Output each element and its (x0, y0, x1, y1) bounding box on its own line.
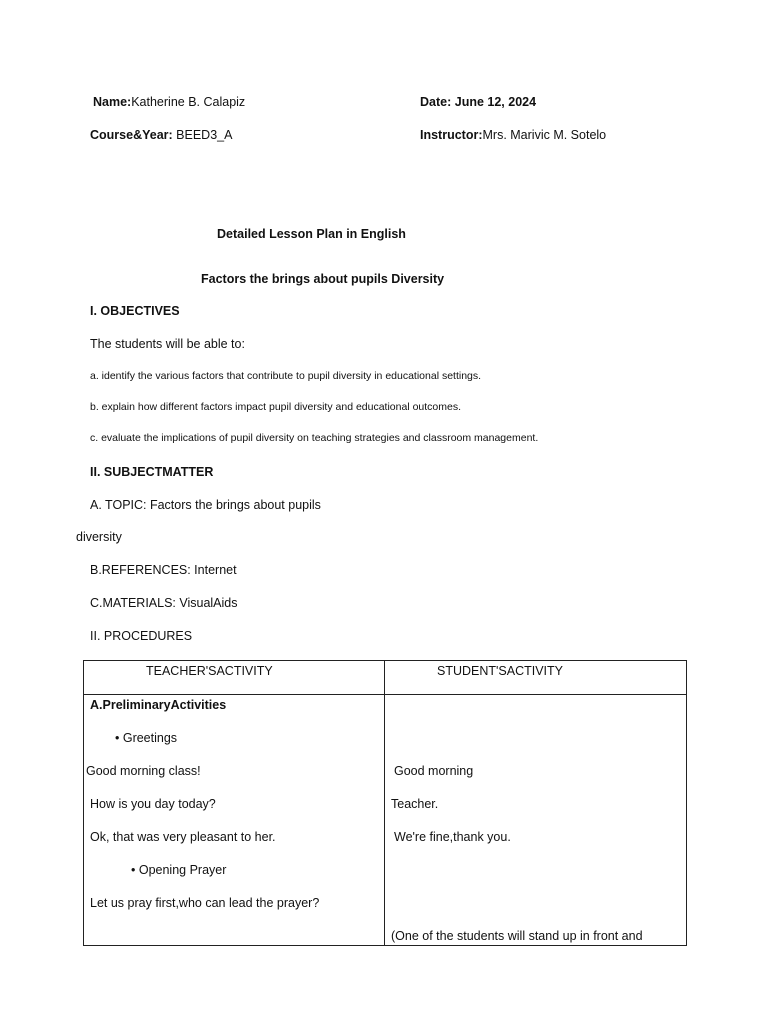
teacher-line-3: Ok, that was very pleasant to her. (90, 830, 276, 844)
opening-prayer-item: • Opening Prayer (131, 863, 227, 877)
objective-item-b: b. explain how different factors impact pupil diversity and educational outcomes. (90, 401, 462, 413)
objectives-intro: The students will be able to: (90, 337, 245, 351)
objective-item-a: a. identify the various factors that contribute to pupil diversity in educational settings. (90, 370, 482, 382)
name-value: Katherine B. Calapiz (131, 95, 246, 109)
table-row (84, 695, 687, 946)
topic-line-1: A. TOPIC: Factors the brings about pupils (90, 498, 321, 512)
name-label: Name: (93, 95, 132, 109)
subject-matter-heading: II. SUBJECTMATTER (90, 465, 214, 479)
procedures-heading: II. PROCEDURES (90, 629, 193, 643)
topic-line-2: diversity (76, 530, 122, 544)
greetings-item: • Greetings (115, 731, 178, 745)
teacher-line-2: How is you day today? (90, 797, 216, 811)
procedures-table (83, 660, 687, 946)
date-line (420, 94, 536, 110)
course-value: BEED3_A (176, 128, 233, 142)
teacher-activity-header-label: TEACHER'SACTIVITY (146, 664, 273, 678)
student-line-2: Teacher. (391, 797, 439, 811)
instructor-label: Instructor: (420, 128, 483, 142)
teacher-activity-header (84, 661, 385, 695)
course-label: Course&Year: (90, 128, 173, 142)
student-line-4: (One of the students will stand up in front and (391, 929, 643, 943)
student-line-3: We're fine,thank you. (394, 830, 511, 844)
table-header-row (84, 661, 687, 695)
teacher-line-4: Let us pray first,who can lead the prayer? (90, 896, 320, 910)
references-line: B.REFERENCES: Internet (90, 563, 237, 577)
student-activity-header-label: STUDENT'SACTIVITY (437, 664, 564, 678)
objectives-heading: I. OBJECTIVES (90, 304, 180, 318)
objective-item-c: c. evaluate the implications of pupil diversity on teaching strategies and classroom management. (90, 432, 539, 444)
student-activity-header (385, 661, 687, 695)
student-line-1: Good morning (394, 764, 474, 778)
teacher-activity-cell (84, 695, 385, 946)
date-label: Date: (420, 95, 452, 109)
date-value: June 12, 2024 (454, 95, 537, 109)
instructor-value: Mrs. Marivic M. Sotelo (482, 128, 607, 142)
teacher-line-1: Good morning class! (86, 764, 201, 778)
name-line (93, 94, 245, 110)
document-title: Detailed Lesson Plan in English (217, 227, 406, 241)
document-subtitle: Factors the brings about pupils Diversity (201, 272, 445, 286)
student-activity-cell (385, 695, 687, 946)
materials-line: C.MATERIALS: VisualAids (90, 596, 238, 610)
course-line (90, 127, 232, 143)
instructor-line (420, 127, 606, 143)
preliminary-activities-heading: A.PreliminaryActivities (90, 698, 227, 712)
